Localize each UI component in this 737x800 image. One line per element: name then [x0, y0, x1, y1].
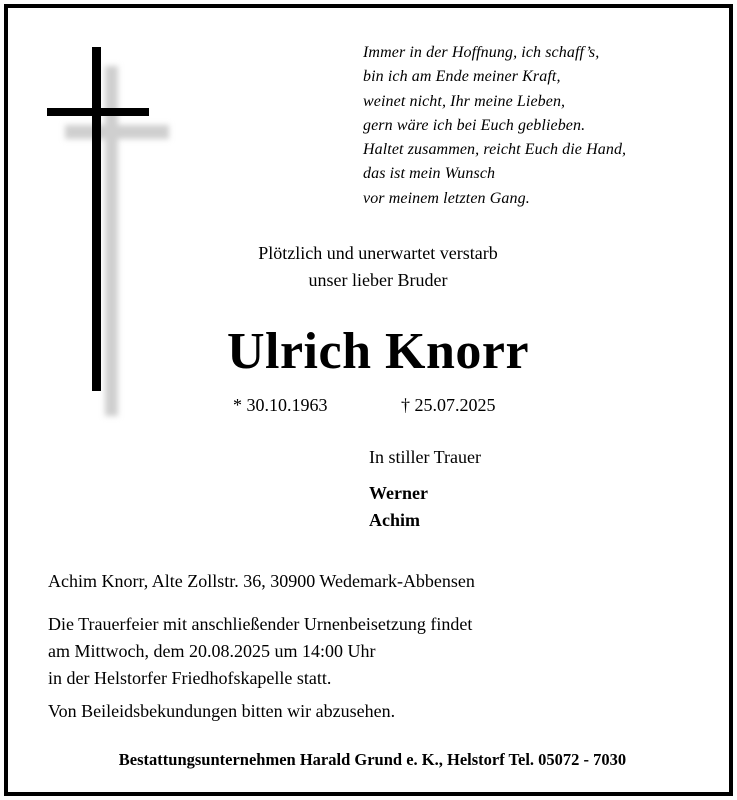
funeral-service-info: [48, 611, 472, 692]
deceased-name: Ulrich Knorr: [226, 323, 530, 380]
mourner-name: Achim: [369, 510, 420, 530]
poem-line: weinet nicht, Ihr meine Lieben,: [363, 92, 566, 110]
condolences-note: Von Beileidsbekundungen bitten wir abzusehen.: [48, 701, 396, 721]
funeral-home-footer: Bestattungsunternehmen Harald Grund e. K., Helstorf Tel. 05072 - 7030: [118, 750, 627, 769]
mourner-name: Werner: [369, 483, 428, 503]
cross-icon: [38, 38, 178, 428]
service-line: in der Helstorfer Friedhofskapelle statt.: [48, 668, 332, 688]
intro-line: Plötzlich und unerwartet verstarb: [258, 243, 498, 263]
poem-line: Haltet zusammen, reicht Euch die Hand,: [363, 141, 627, 159]
poem-line: vor meinem letzten Gang.: [363, 189, 530, 207]
intro-line: unser lieber Bruder: [308, 270, 448, 290]
mourning-heading: In stiller Trauer: [369, 447, 481, 467]
mourner-names: [369, 480, 428, 534]
poem-line: das ist mein Wunsch: [363, 165, 496, 183]
obituary-frame: [4, 4, 733, 796]
poem: [363, 41, 723, 211]
service-line: am Mittwoch, dem 20.08.2025 um 14:00 Uhr: [48, 641, 376, 661]
birth-date: * 30.10.1963: [233, 395, 328, 415]
service-line: Die Trauerfeier mit anschließender Urnenbeisetzung findet: [48, 614, 473, 634]
family-address: Achim Knorr, Alte Zollstr. 36, 30900 Wedemark-Abbensen: [48, 571, 475, 591]
intro-text: [168, 240, 588, 294]
death-date: † 25.07.2025: [401, 395, 496, 415]
poem-line: Immer in der Hoffnung, ich schaff’s,: [363, 44, 600, 61]
poem-line: gern wäre ich bei Euch geblieben.: [363, 116, 586, 134]
poem-line: bin ich am Ende meiner Kraft,: [363, 68, 561, 86]
